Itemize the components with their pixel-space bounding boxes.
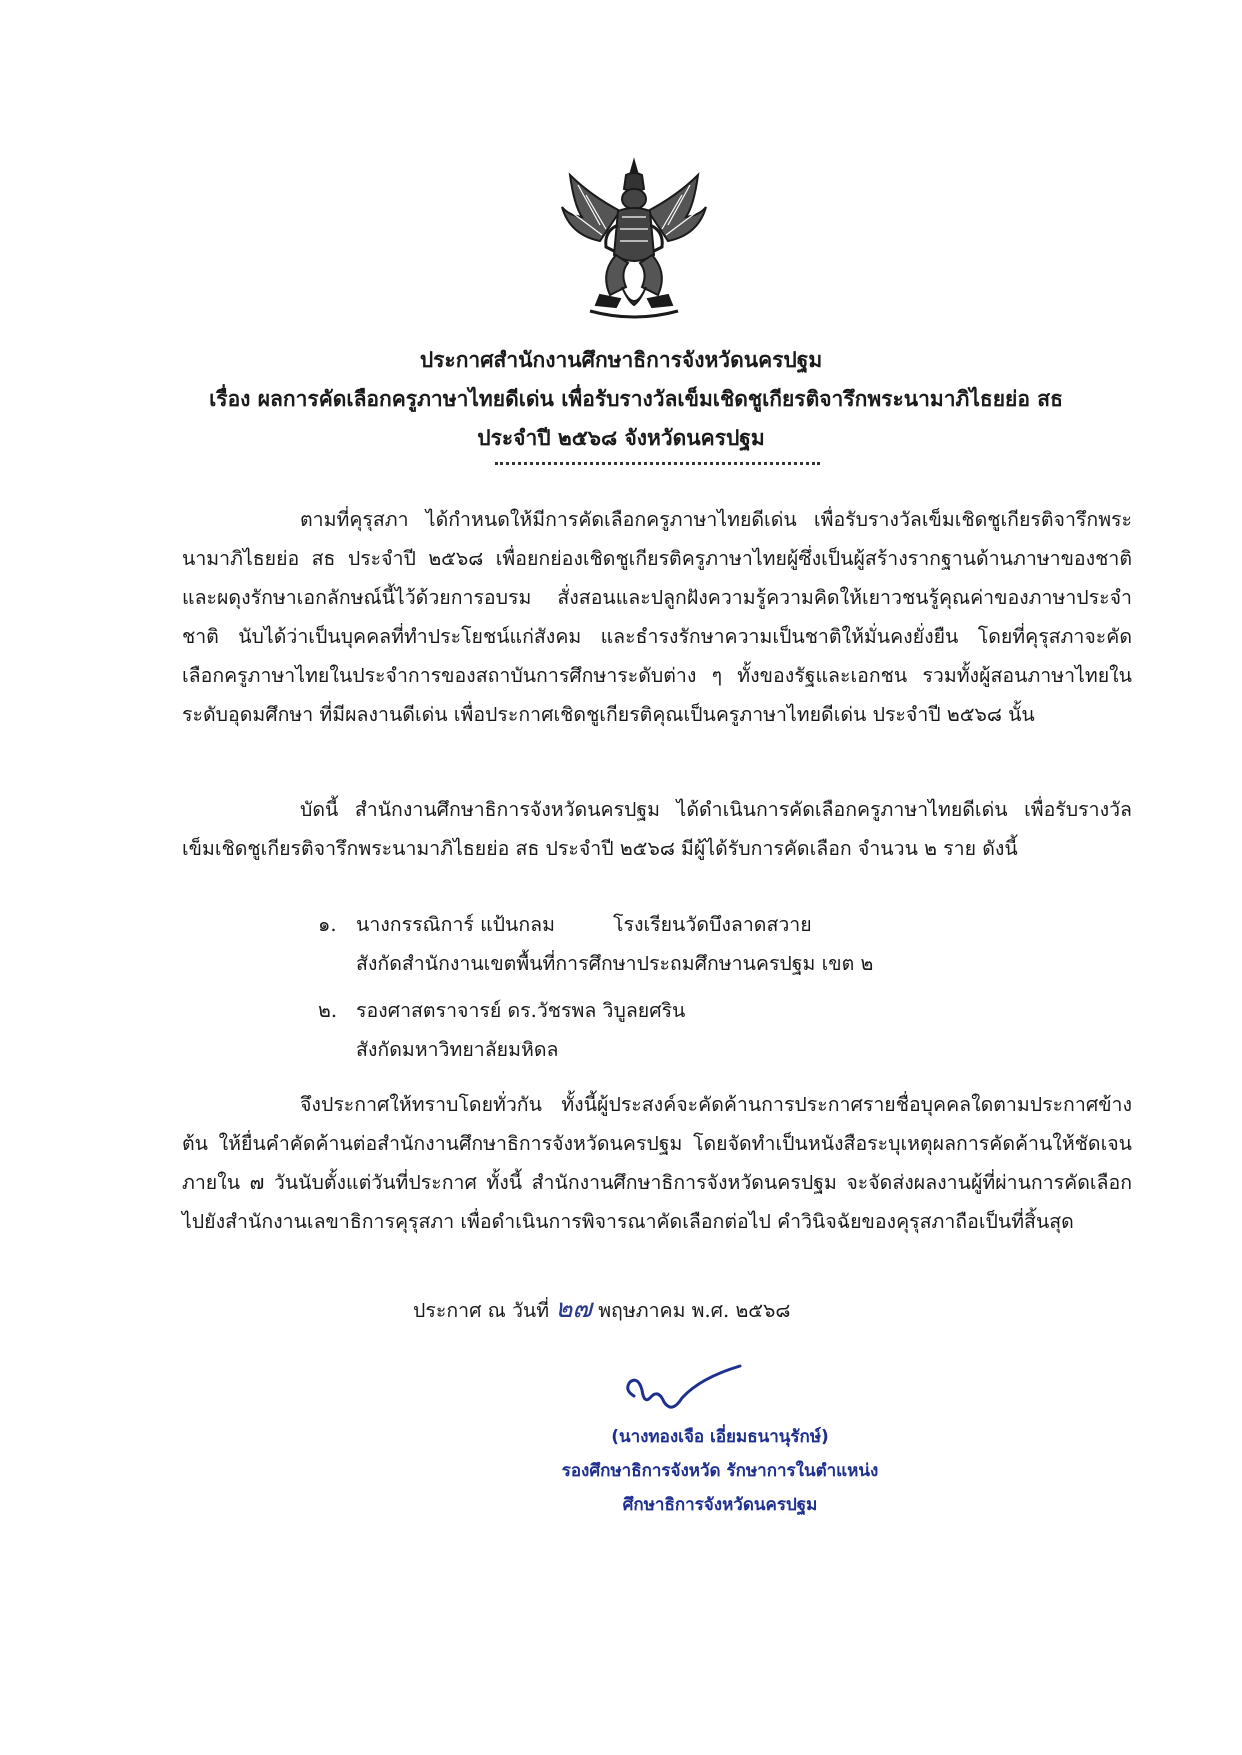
paragraph-announcement-text: บัดนี้ สำนักงานศึกษาธิการจังหวัดนครปฐม ได้ดำเนินการคัดเลือกครูภาษาไทยดีเด่น เพื่อรับรางวัลเข็มเชิดชูเกียรติจารึกพระนามาภิไธยย่อ สธ ประจำปี ๒๕๖๘ มีผู้ได้รับการคัดเลือก จำนวน ๒ ราย ดังนี้ <box>182 798 1132 860</box>
list-item-name: รองศาสตราจารย์ ดร.วัชรพล วิบูลยศริน <box>356 999 686 1022</box>
selected-list <box>318 905 1118 1077</box>
header-subject: เรื่อง ผลการคัดเลือกครูภาษาไทยดีเด่น เพื่อรับรางวัลเข็มเชิดชูเกียรติจารึกพระนามาภิไธยย่อ สธ <box>209 386 1063 411</box>
list-item-affiliation: สังกัดสำนักงานเขตพื้นที่การศึกษาประถมศึกษานครปฐม เขต ๒ <box>356 952 874 975</box>
signer-block <box>440 1420 1000 1522</box>
signer-name: (นางทองเจือ เอี่ยมธนานุรักษ์) <box>611 1427 829 1447</box>
date-day: ๒๗ <box>555 1294 592 1324</box>
list-item-name: นางกรรณิการ์ แป้นกลม <box>356 913 555 936</box>
announcement-header <box>0 340 1242 457</box>
list-item <box>318 905 1118 983</box>
header-separator <box>495 462 820 465</box>
date-rest: พฤษภาคม พ.ศ. ๒๕๖๘ <box>598 1299 791 1322</box>
signer-position: รองศึกษาธิการจังหวัด รักษาการในตำแหน่ง <box>561 1461 879 1481</box>
announcement-date <box>413 1290 790 1330</box>
signer-position-2: ศึกษาธิการจังหวัดนครปฐม <box>622 1495 818 1515</box>
paragraph-intro <box>182 500 1132 734</box>
date-prefix: ประกาศ ณ วันที่ <box>413 1299 550 1322</box>
header-title: ประกาศสำนักงานศึกษาธิการจังหวัดนครปฐม <box>419 347 823 372</box>
paragraph-objection <box>182 1085 1132 1241</box>
paragraph-announcement <box>182 790 1132 868</box>
list-item-number: ๒. <box>318 999 338 1022</box>
paragraph-intro-text: ตามที่คุรุสภา ได้กำหนดให้มีการคัดเลือกครูภาษาไทยดีเด่น เพื่อรับรางวัลเข็มเชิดชูเกียรติจารึกพระนามาภิไธยย่อ สธ ประจำปี ๒๕๖๘ เพื่อยกย่องเชิดชูเกียรติครูภาษาไทยผู้ซึ่งเป็นผู้สร้างรากฐานด้านภาษาของชาติ และผดุงรักษาเอกลักษณ์นี้ไว้ด้วยการอบรม สั่งสอนและปลูกฝังความรู้ความคิดให้เยาวชนรู้คุณค่าของภาษาประจำชาติ นับได้ว่าเป็นบุคคลที่ทำประโยชน์แก่สังคม และธำรงรักษาความเป็นชาติให้มั่นคงยั่งยืน โดยที่คุรุสภาจะคัดเลือกครูภาษาไทยในประจำการของสถาบันการศึกษาระดับต่าง ๆ ทั้งของรัฐและเอกชน รวมทั้งผู้สอนภาษาไทยในระดับอุดมศึกษา ที่มีผลงานดีเด่น เพื่อประกาศเชิดชูเกียรติคุณเป็นครูภาษาไทยดีเด่น ประจำปี ๒๕๖๘ นั้น <box>182 508 1132 726</box>
header-year: ประจำปี ๒๕๖๘ จังหวัดนครปฐม <box>477 425 765 450</box>
list-item <box>318 991 1118 1069</box>
list-item-affiliation: สังกัดมหาวิทยาลัยมหิดล <box>356 1038 559 1061</box>
list-item-number: ๑. <box>318 913 337 936</box>
list-item-school: โรงเรียนวัดบึงลาดสวาย <box>613 913 812 936</box>
handwritten-signature <box>620 1360 750 1420</box>
paragraph-objection-text: จึงประกาศให้ทราบโดยทั่วกัน ทั้งนี้ผู้ประสงค์จะคัดค้านการประกาศรายชื่อบุคคลใดตามประกาศข้างต้น ให้ยื่นคำคัดค้านต่อสำนักงานศึกษาธิการจังหวัดนครปฐม โดยจัดทำเป็นหนังสือระบุเหตุผลการคัดค้านให้ชัดเจน ภายใน ๗ วันนับตั้งแต่วันที่ประกาศ ทั้งนี้ สำนักงานศึกษาธิการจังหวัดนครปฐม จะจัดส่งผลงานผู้ที่ผ่านการคัดเลือกไปยังสำนักงานเลขาธิการคุรุสภา เพื่อดำเนินการพิจารณาคัดเลือกต่อไป คำวินิจฉัยของคุรุสภาถือเป็นที่สิ้นสุด <box>182 1093 1132 1233</box>
garuda-emblem-icon <box>560 155 708 335</box>
